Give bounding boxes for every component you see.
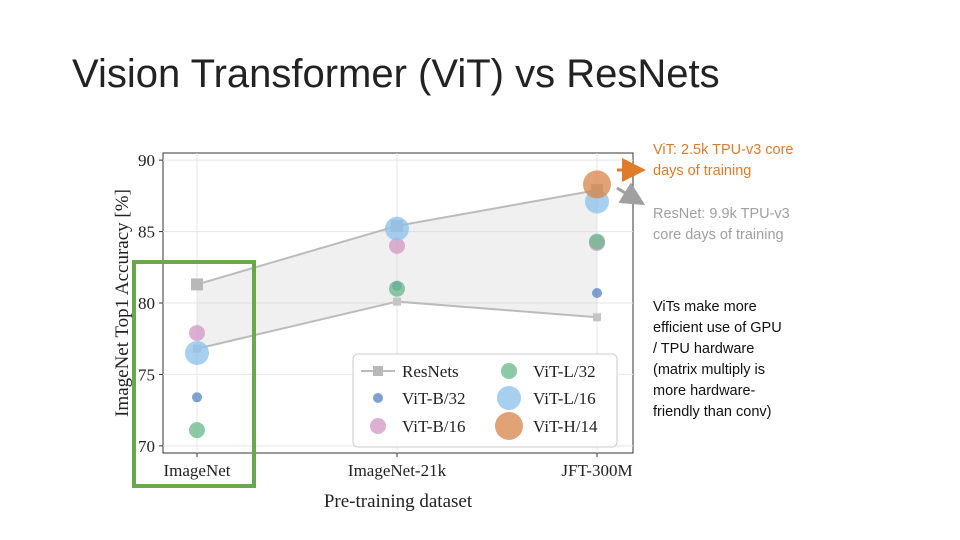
gpu-note-line-1: ViTs make more — [653, 299, 757, 315]
y-tick-label: 75 — [138, 365, 155, 385]
gpu-note-line-5: more hardware- — [653, 383, 756, 399]
y-tick-label: 85 — [138, 222, 155, 242]
vit-note-line-2: days of training — [653, 163, 752, 179]
resnets-upper-marker — [191, 278, 203, 290]
resnets-lower-marker — [393, 298, 401, 306]
legend-vit-l-32-marker — [501, 363, 517, 379]
slide-title: Vision Transformer (ViT) vs ResNets — [72, 52, 720, 96]
y-tick-label: 90 — [138, 151, 155, 171]
y-tick-label: 80 — [138, 294, 155, 313]
resnet-note-line-1: ResNet: 9.9k TPU-v3 — [653, 206, 790, 222]
legend-vit-l-16-marker — [497, 386, 521, 410]
vit-compute-note — [653, 140, 794, 182]
legend-label: ViT-B/16 — [402, 417, 466, 436]
vit-b-16-point — [189, 325, 205, 341]
legend-label: ResNets — [402, 362, 459, 381]
legend-vit-b-16-marker — [370, 418, 386, 434]
gpu-note-line-2: efficient use of GPU — [653, 320, 782, 336]
legend-label: ViT-B/32 — [402, 389, 466, 408]
legend-label: ViT-H/14 — [533, 417, 598, 436]
resnets-lower-marker — [593, 313, 601, 321]
vit-b-32-point — [192, 392, 202, 402]
y-axis-label: ImageNet Top1 Accuracy [%] — [112, 189, 133, 417]
gpu-note-line-6: friendly than conv) — [653, 404, 772, 420]
vit-l-16-point — [385, 217, 409, 241]
resnet-note-line-2: core days of training — [653, 227, 784, 243]
vit-l-32-point — [189, 422, 205, 438]
vit-note-line-1: ViT: 2.5k TPU-v3 core — [653, 142, 794, 158]
gpu-note-line-3: / TPU hardware — [653, 341, 755, 357]
x-tick-label: JFT-300M — [561, 461, 633, 480]
x-tick-label: ImageNet — [163, 461, 231, 480]
vit-l-16-point — [185, 341, 209, 365]
legend-label: ViT-L/32 — [533, 362, 596, 381]
x-tick-label: ImageNet-21k — [347, 461, 447, 480]
hardware-efficiency-note — [653, 297, 782, 423]
legend-label: ViT-L/16 — [533, 389, 596, 408]
vit-h-14-point — [583, 170, 611, 198]
vit-l-32-point — [589, 234, 605, 250]
vit-b-32-point — [592, 288, 602, 298]
x-axis-label: Pre-training dataset — [323, 491, 473, 512]
resnet-compute-note — [653, 204, 790, 246]
vit-l-32-point — [389, 281, 405, 297]
gpu-note-line-4: (matrix multiply is — [653, 362, 765, 378]
y-tick-label: 70 — [138, 436, 155, 456]
legend — [353, 354, 617, 447]
legend-vit-h-14-marker — [495, 412, 523, 440]
legend-resnets-marker — [373, 366, 383, 376]
legend-vit-b-32-marker — [373, 393, 383, 403]
